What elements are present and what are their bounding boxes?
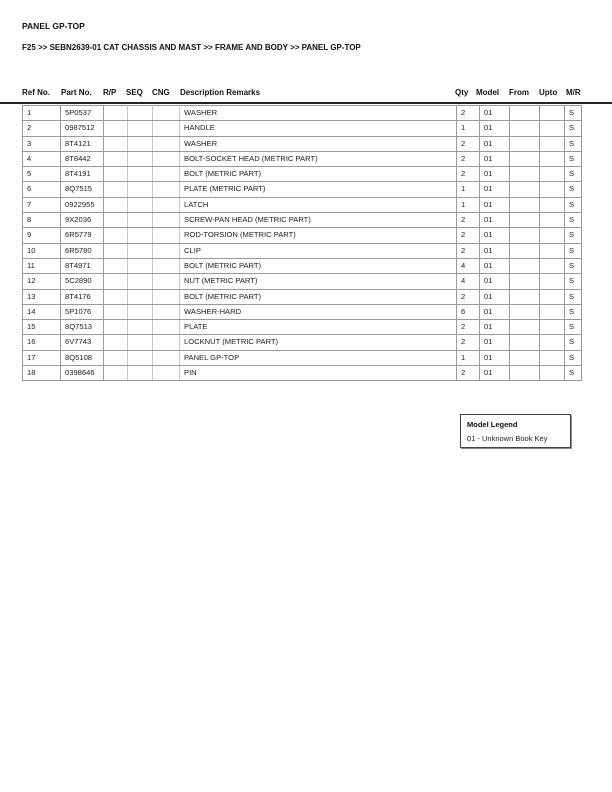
cell-description: LATCH	[180, 197, 457, 212]
cell-seq	[128, 304, 153, 319]
cell-description: ROD-TORSION (METRIC PART)	[180, 228, 457, 243]
cell-qty: 2	[457, 228, 480, 243]
cell-rp	[104, 335, 128, 350]
cell-mr: S	[565, 258, 582, 273]
cell-upto	[540, 274, 565, 289]
cell-cng	[153, 121, 180, 136]
cell-upto	[540, 167, 565, 182]
cell-mr: S	[565, 182, 582, 197]
page-title: PANEL GP-TOP	[22, 21, 85, 31]
table-row	[23, 258, 582, 273]
cell-qty: 4	[457, 258, 480, 273]
cell-qty: 6	[457, 304, 480, 319]
cell-qty: 2	[457, 167, 480, 182]
cell-from	[510, 151, 540, 166]
cell-part-no: 8T8442	[61, 151, 104, 166]
cell-upto	[540, 151, 565, 166]
cell-upto	[540, 289, 565, 304]
cell-part-no: 6R5779	[61, 228, 104, 243]
table-row	[23, 151, 582, 166]
cell-cng	[153, 106, 180, 121]
cell-mr: S	[565, 228, 582, 243]
header-cng: CNG	[152, 88, 170, 97]
cell-cng	[153, 167, 180, 182]
table-row	[23, 320, 582, 335]
cell-seq	[128, 167, 153, 182]
cell-description: HANDLE	[180, 121, 457, 136]
cell-cng	[153, 213, 180, 228]
cell-qty: 2	[457, 243, 480, 258]
cell-upto	[540, 335, 565, 350]
header-upto: Upto	[539, 88, 558, 97]
cell-part-no: 6V7743	[61, 335, 104, 350]
model-legend	[460, 414, 571, 448]
cell-qty: 2	[457, 366, 480, 381]
cell-ref-no: 5	[23, 167, 61, 182]
cell-upto	[540, 320, 565, 335]
cell-from	[510, 197, 540, 212]
cell-rp	[104, 151, 128, 166]
cell-qty: 1	[457, 182, 480, 197]
cell-ref-no: 8	[23, 213, 61, 228]
cell-rp	[104, 350, 128, 365]
cell-mr: S	[565, 151, 582, 166]
cell-part-no: 5P1076	[61, 304, 104, 319]
cell-mr: S	[565, 243, 582, 258]
cell-seq	[128, 121, 153, 136]
cell-rp	[104, 182, 128, 197]
cell-rp	[104, 136, 128, 151]
cell-ref-no: 14	[23, 304, 61, 319]
cell-qty: 2	[457, 213, 480, 228]
cell-ref-no: 16	[23, 335, 61, 350]
cell-qty: 2	[457, 320, 480, 335]
cell-mr: S	[565, 106, 582, 121]
table-row	[23, 243, 582, 258]
cell-model: 01	[480, 320, 510, 335]
cell-description: BOLT (METRIC PART)	[180, 167, 457, 182]
cell-ref-no: 11	[23, 258, 61, 273]
cell-mr: S	[565, 197, 582, 212]
cell-part-no: 8T4191	[61, 167, 104, 182]
header-part-no: Part No.	[61, 88, 92, 97]
cell-part-no: 0922955	[61, 197, 104, 212]
cell-mr: S	[565, 136, 582, 151]
cell-part-no: 5C2890	[61, 274, 104, 289]
cell-from	[510, 106, 540, 121]
cell-ref-no: 6	[23, 182, 61, 197]
cell-rp	[104, 258, 128, 273]
table-row	[23, 289, 582, 304]
table-row	[23, 106, 582, 121]
cell-qty: 1	[457, 121, 480, 136]
cell-rp	[104, 213, 128, 228]
cell-model: 01	[480, 213, 510, 228]
cell-model: 01	[480, 274, 510, 289]
cell-qty: 2	[457, 136, 480, 151]
cell-seq	[128, 366, 153, 381]
cell-description: PLATE	[180, 320, 457, 335]
cell-description: SCREW-PAN HEAD (METRIC PART)	[180, 213, 457, 228]
cell-part-no: 8Q5108	[61, 350, 104, 365]
cell-from	[510, 258, 540, 273]
cell-description: BOLT-SOCKET HEAD (METRIC PART)	[180, 151, 457, 166]
cell-from	[510, 304, 540, 319]
cell-description: NUT (METRIC PART)	[180, 274, 457, 289]
cell-ref-no: 17	[23, 350, 61, 365]
cell-mr: S	[565, 213, 582, 228]
header-ref-no: Ref No.	[22, 88, 50, 97]
cell-upto	[540, 136, 565, 151]
cell-description: BOLT (METRIC PART)	[180, 258, 457, 273]
cell-cng	[153, 335, 180, 350]
table-row	[23, 121, 582, 136]
cell-cng	[153, 289, 180, 304]
cell-part-no: 8T4176	[61, 289, 104, 304]
cell-cng	[153, 228, 180, 243]
cell-seq	[128, 151, 153, 166]
cell-model: 01	[480, 366, 510, 381]
cell-part-no: 8Q7515	[61, 182, 104, 197]
cell-seq	[128, 213, 153, 228]
cell-mr: S	[565, 274, 582, 289]
cell-part-no: 5P0537	[61, 106, 104, 121]
cell-seq	[128, 335, 153, 350]
cell-cng	[153, 151, 180, 166]
cell-description: CLIP	[180, 243, 457, 258]
header-from: From	[509, 88, 529, 97]
cell-upto	[540, 258, 565, 273]
cell-ref-no: 4	[23, 151, 61, 166]
cell-upto	[540, 228, 565, 243]
cell-mr: S	[565, 366, 582, 381]
cell-cng	[153, 320, 180, 335]
cell-model: 01	[480, 335, 510, 350]
cell-rp	[104, 243, 128, 258]
header-divider	[0, 102, 612, 104]
cell-part-no: 0398646	[61, 366, 104, 381]
cell-ref-no: 1	[23, 106, 61, 121]
cell-model: 01	[480, 350, 510, 365]
cell-ref-no: 7	[23, 197, 61, 212]
cell-rp	[104, 304, 128, 319]
cell-model: 01	[480, 121, 510, 136]
cell-from	[510, 228, 540, 243]
cell-rp	[104, 167, 128, 182]
cell-model: 01	[480, 136, 510, 151]
cell-ref-no: 18	[23, 366, 61, 381]
legend-title: Model Legend	[467, 420, 518, 429]
cell-upto	[540, 243, 565, 258]
cell-cng	[153, 197, 180, 212]
cell-cng	[153, 274, 180, 289]
cell-cng	[153, 243, 180, 258]
cell-from	[510, 274, 540, 289]
table-row	[23, 182, 582, 197]
cell-from	[510, 243, 540, 258]
cell-rp	[104, 274, 128, 289]
table-row	[23, 197, 582, 212]
cell-from	[510, 350, 540, 365]
header-description: Description Remarks	[180, 88, 261, 97]
cell-description: BOLT (METRIC PART)	[180, 289, 457, 304]
cell-model: 01	[480, 182, 510, 197]
header-seq: SEQ	[126, 88, 143, 97]
cell-ref-no: 12	[23, 274, 61, 289]
cell-model: 01	[480, 289, 510, 304]
cell-mr: S	[565, 320, 582, 335]
table-row	[23, 228, 582, 243]
cell-mr: S	[565, 121, 582, 136]
cell-rp	[104, 320, 128, 335]
cell-rp	[104, 228, 128, 243]
cell-mr: S	[565, 289, 582, 304]
cell-part-no: 8Q7513	[61, 320, 104, 335]
cell-seq	[128, 136, 153, 151]
cell-qty: 2	[457, 151, 480, 166]
cell-model: 01	[480, 228, 510, 243]
cell-upto	[540, 182, 565, 197]
cell-qty: 2	[457, 106, 480, 121]
cell-from	[510, 182, 540, 197]
cell-model: 01	[480, 304, 510, 319]
cell-description: WASHER	[180, 136, 457, 151]
cell-upto	[540, 350, 565, 365]
cell-ref-no: 10	[23, 243, 61, 258]
cell-seq	[128, 106, 153, 121]
cell-from	[510, 167, 540, 182]
cell-seq	[128, 243, 153, 258]
breadcrumb: F25 >> SEBN2639-01 CAT CHASSIS AND MAST >> FRAME AND BODY >> PANEL GP-TOP	[22, 43, 361, 52]
cell-upto	[540, 366, 565, 381]
cell-upto	[540, 197, 565, 212]
header-model: Model	[476, 88, 500, 97]
cell-upto	[540, 213, 565, 228]
cell-from	[510, 366, 540, 381]
cell-upto	[540, 121, 565, 136]
cell-part-no: 8T4121	[61, 136, 104, 151]
cell-qty: 1	[457, 350, 480, 365]
cell-from	[510, 335, 540, 350]
cell-rp	[104, 289, 128, 304]
cell-ref-no: 2	[23, 121, 61, 136]
cell-part-no: 8T4971	[61, 258, 104, 273]
cell-cng	[153, 136, 180, 151]
cell-rp	[104, 197, 128, 212]
header-rp: R/P	[103, 88, 117, 97]
cell-part-no: 0987512	[61, 121, 104, 136]
cell-description: WASHER-HARD	[180, 304, 457, 319]
cell-upto	[540, 304, 565, 319]
parts-table	[22, 105, 582, 381]
cell-model: 01	[480, 167, 510, 182]
cell-seq	[128, 182, 153, 197]
cell-model: 01	[480, 197, 510, 212]
cell-cng	[153, 304, 180, 319]
header-mr: M/R	[566, 88, 581, 97]
cell-model: 01	[480, 258, 510, 273]
cell-description: PIN	[180, 366, 457, 381]
cell-rp	[104, 121, 128, 136]
cell-from	[510, 213, 540, 228]
table-row	[23, 167, 582, 182]
cell-description: LOCKNUT (METRIC PART)	[180, 335, 457, 350]
cell-ref-no: 13	[23, 289, 61, 304]
cell-part-no: 9X2036	[61, 213, 104, 228]
cell-model: 01	[480, 106, 510, 121]
table-row	[23, 213, 582, 228]
cell-model: 01	[480, 151, 510, 166]
cell-qty: 1	[457, 197, 480, 212]
legend-item: 01 - Unknown Book Key	[467, 434, 548, 443]
cell-from	[510, 289, 540, 304]
cell-cng	[153, 350, 180, 365]
cell-cng	[153, 258, 180, 273]
cell-qty: 2	[457, 335, 480, 350]
cell-seq	[128, 258, 153, 273]
cell-seq	[128, 320, 153, 335]
cell-model: 01	[480, 243, 510, 258]
cell-seq	[128, 197, 153, 212]
table-row	[23, 350, 582, 365]
cell-from	[510, 121, 540, 136]
cell-seq	[128, 350, 153, 365]
cell-qty: 2	[457, 289, 480, 304]
table-row	[23, 136, 582, 151]
cell-rp	[104, 366, 128, 381]
cell-mr: S	[565, 350, 582, 365]
table-row	[23, 274, 582, 289]
table-row	[23, 304, 582, 319]
cell-description: PANEL GP-TOP	[180, 350, 457, 365]
cell-ref-no: 15	[23, 320, 61, 335]
cell-qty: 4	[457, 274, 480, 289]
cell-rp	[104, 106, 128, 121]
cell-mr: S	[565, 167, 582, 182]
table-row	[23, 335, 582, 350]
cell-cng	[153, 182, 180, 197]
cell-ref-no: 9	[23, 228, 61, 243]
cell-description: WASHER	[180, 106, 457, 121]
cell-description: PLATE (METRIC PART)	[180, 182, 457, 197]
cell-cng	[153, 366, 180, 381]
cell-mr: S	[565, 304, 582, 319]
cell-seq	[128, 289, 153, 304]
cell-ref-no: 3	[23, 136, 61, 151]
cell-part-no: 6R5780	[61, 243, 104, 258]
cell-seq	[128, 274, 153, 289]
table-row	[23, 366, 582, 381]
cell-seq	[128, 228, 153, 243]
header-qty: Qty	[455, 88, 469, 97]
cell-from	[510, 136, 540, 151]
cell-upto	[540, 106, 565, 121]
cell-from	[510, 320, 540, 335]
cell-mr: S	[565, 335, 582, 350]
